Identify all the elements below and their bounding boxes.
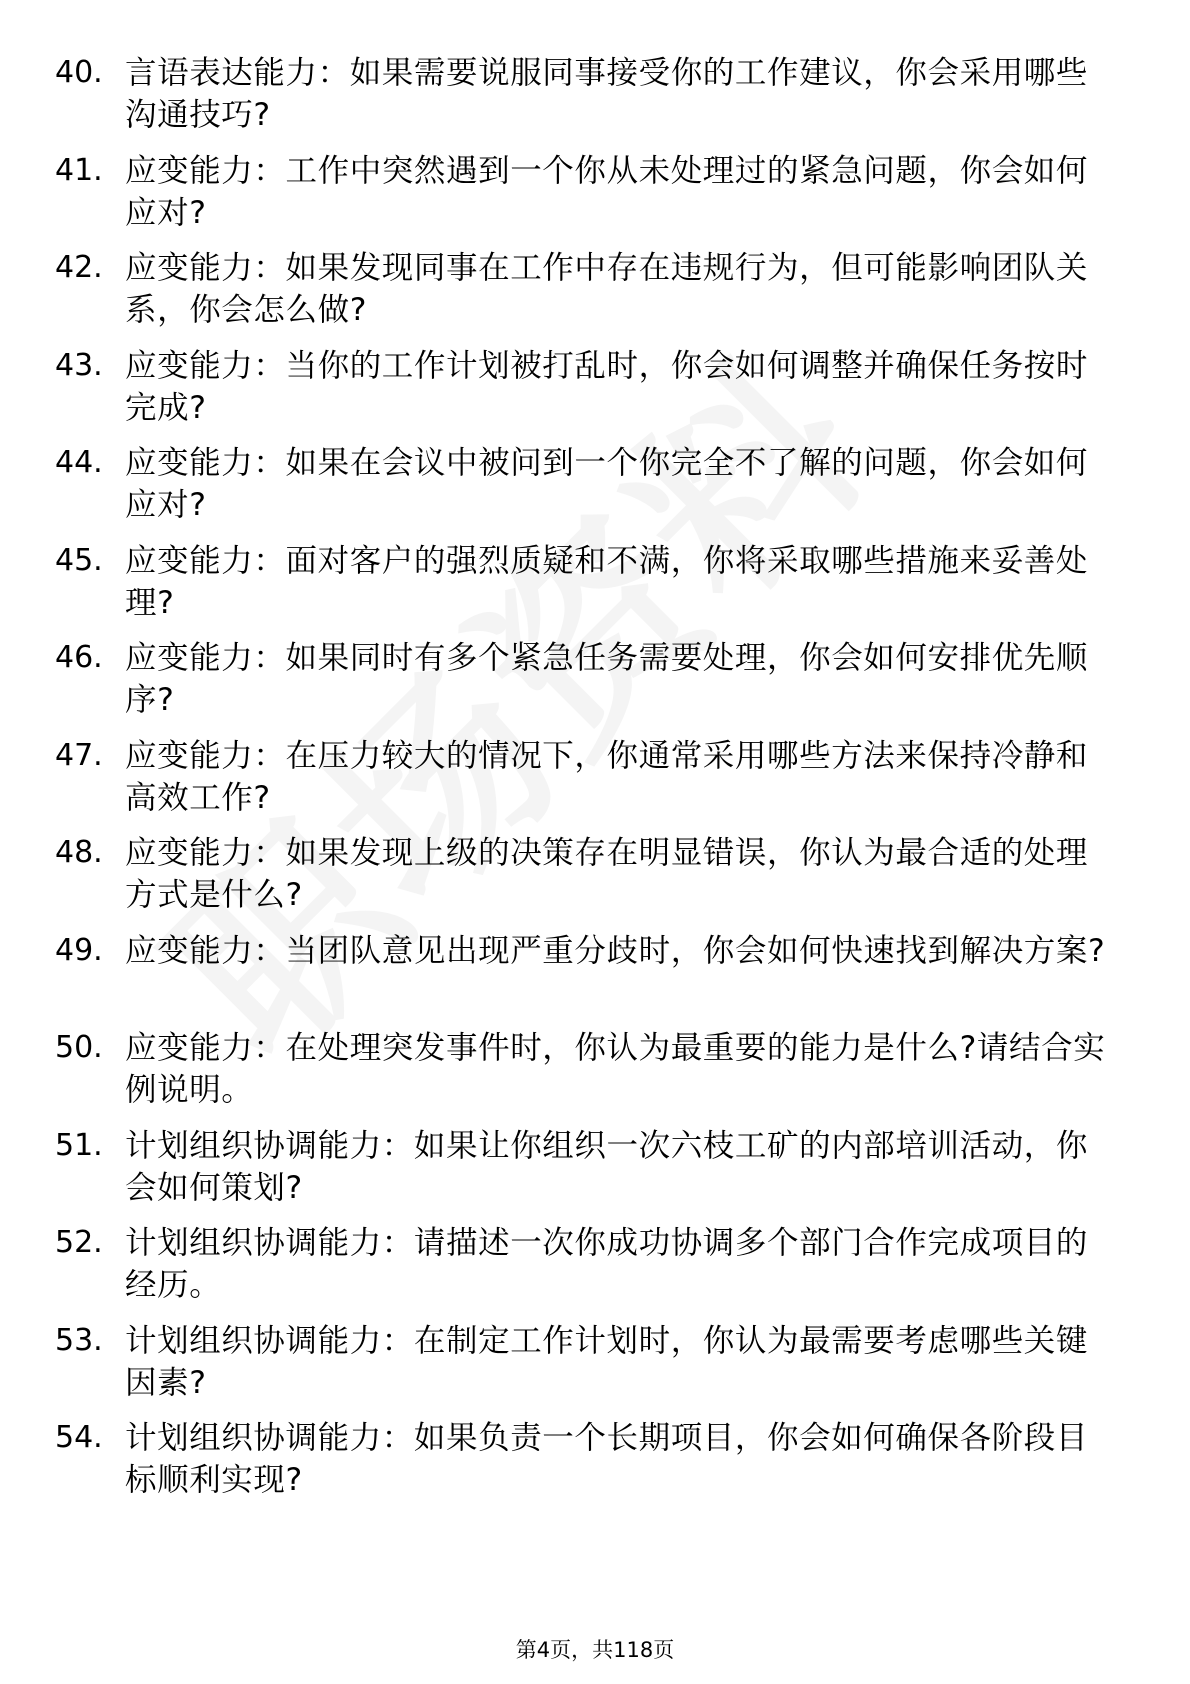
question-number: 46. — [55, 640, 103, 675]
question-text: 应变能力：当团队意见出现严重分歧时，你会如何快速找到解决方案? — [125, 932, 1106, 969]
question-text: 应变能力：如果发现同事在工作中存在违规行为，但可能影响团队关系，你会怎么做? — [125, 250, 1089, 328]
question-number: 41. — [55, 152, 103, 188]
question-number: 40. — [55, 55, 103, 90]
question-number: 43. — [55, 347, 103, 383]
question-number: 49. — [55, 932, 103, 968]
question-text: 应变能力：如果在会议中被问到一个你完全不了解的问题，你会如何应对? — [125, 445, 1089, 523]
question-number: 45. — [55, 542, 103, 578]
question-number: 44. — [55, 445, 103, 480]
list-item — [0, 735, 1190, 833]
question-text: 应变能力：如果发现上级的决策存在明显错误，你认为最合适的处理方式是什么? — [125, 835, 1089, 913]
question-text: 计划组织协调能力：如果负责一个长期项目，你会如何确保各阶段目标顺利实现? — [125, 1420, 1089, 1498]
question-number: 54. — [55, 1420, 103, 1455]
list-item — [0, 150, 1190, 248]
page-footer — [0, 1636, 1190, 1664]
question-number: 47. — [55, 737, 103, 773]
question-text: 应变能力：在压力较大的情况下，你通常采用哪些方法来保持冷静和高效工作? — [125, 737, 1089, 816]
question-text: 计划组织协调能力：如果让你组织一次六枝工矿的内部培训活动，你会如何策划? — [125, 1127, 1089, 1206]
list-item — [0, 1027, 1190, 1125]
list-item — [0, 832, 1190, 930]
question-text: 应变能力：工作中突然遇到一个你从未处理过的紧急问题，你会如何应对? — [125, 152, 1089, 231]
list-item — [0, 540, 1190, 638]
question-text: 应变能力：如果同时有多个紧急任务需要处理，你会如何安排优先顺序? — [125, 640, 1089, 718]
question-text: 应变能力：当你的工作计划被打乱时，你会如何调整并确保任务按时完成? — [125, 347, 1089, 426]
list-item — [0, 442, 1190, 540]
list-item — [0, 247, 1190, 345]
question-number: 52. — [55, 1225, 103, 1260]
question-text: 计划组织协调能力：请描述一次你成功协调多个部门合作完成项目的经历。 — [125, 1225, 1089, 1303]
question-text: 言语表达能力：如果需要说服同事接受你的工作建议，你会采用哪些沟通技巧? — [125, 55, 1089, 133]
question-number: 53. — [55, 1322, 103, 1358]
question-number: 51. — [55, 1127, 103, 1163]
list-item — [0, 1125, 1190, 1223]
list-item — [0, 345, 1190, 443]
question-text: 应变能力：在处理突发事件时，你认为最重要的能力是什么?请结合实例说明。 — [125, 1030, 1106, 1108]
list-item — [0, 637, 1190, 735]
question-number: 48. — [55, 835, 103, 870]
question-number: 42. — [55, 250, 103, 285]
list-item — [0, 930, 1190, 1028]
question-list — [0, 52, 1190, 1515]
list-item — [0, 1417, 1190, 1515]
list-item — [0, 1320, 1190, 1418]
question-number: 50. — [55, 1030, 103, 1065]
list-item — [0, 1222, 1190, 1320]
question-text: 计划组织协调能力：在制定工作计划时，你认为最需要考虑哪些关键因素? — [125, 1322, 1089, 1401]
page-number-label: 第4页，共118页 — [515, 1638, 675, 1662]
list-item — [0, 52, 1190, 150]
question-text: 应变能力：面对客户的强烈质疑和不满，你将采取哪些措施来妥善处理? — [125, 542, 1089, 621]
